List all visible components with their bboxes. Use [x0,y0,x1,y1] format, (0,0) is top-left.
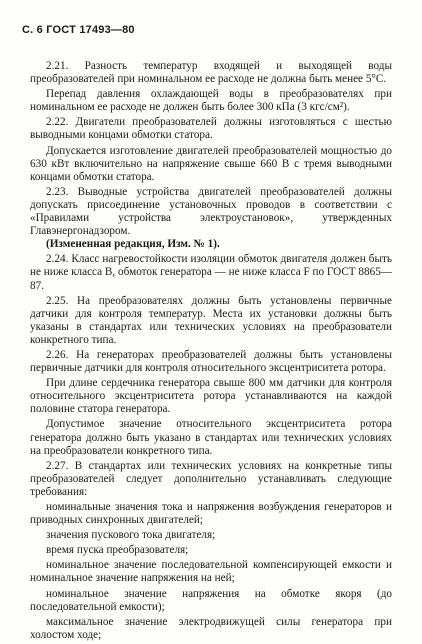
paragraph-eccentricity-value: Допустимое значение относительного эксцентриситета ротора генератора должно быть указано в стандартах или технических условиях на преобразователи конкретного типа. [30,418,392,457]
paragraph-2-21: 2.21. Разность температур входящей и выходящей воды преобразователей при номинальном ее расходе не должна быть менее 5°С. [30,60,392,86]
requirement-emf: максимальное значение электродвижущей силы генератора при холостом ходе; [30,615,392,641]
paragraph-pressure-drop: Перепад давления охлаждающей воды в преобразователях при номинальном ее расходе не должен быть более 300 кПа (3 кгс/см²). [30,88,392,114]
document-body [30,60,392,644]
requirement-capacitance: номинальное значение последовательной компенсирующей емкости и номинальное значение напряжения на ней; [30,559,392,585]
page-header: С. 6 ГОСТ 17493—80 [22,24,135,36]
requirement-starting-current: значения пускового тока двигателя; [46,529,216,542]
requirement-armature-voltage: номинальное значение напряжения на обмотке якоря (до последовательной емкости); [30,587,392,613]
paragraph-2-24: 2.24. Класс нагревостойкости изоляции обмоток двигателя должен быть не ниже класса В, обмоток генератора — не ниже класса F по ГОСТ 8865—87. [30,253,392,292]
paragraph-2-25: 2.25. На преобразователях должны быть установлены первичные датчики для контроля температур. Места их установки должны быть указаны в стандартах или технических условиях на преобразователи конкретного типа. [30,294,392,346]
paragraph-2-23: 2.23. Выводные устройства двигателей преобразователей должны допускать присоединение установочных проводов в соответствии с «Правилами устройства электроустановок», утвержденных Главэнергонадзором. [30,185,392,238]
paragraph-2-22: 2.22. Двигатели преобразователей должны изготовляться с шестью выводными концами обмотки статора. [30,116,392,142]
paragraph-core-length: При длине сердечника генератора свыше 800 мм датчики для контроля относительного эксцентриситета ротора устанавливаются на каждой половине статора генератора. [30,377,392,416]
paragraph-2-27: 2.27. В стандартах или технических условиях на конкретные типы преобразователей следует дополнительно устанавливать следующие требования: [30,459,392,498]
paragraph-2-26: 2.26. На генераторах преобразователей должны быть установлены первичные датчики для контроля относительного эксцентриситета ротора. [30,348,392,375]
amendment-note: (Измененная редакция, Изм. № 1). [46,238,220,251]
requirement-start-time: время пуска преобразователя; [46,544,189,557]
requirement-excitation: номинальные значения тока и напряжения возбуждения генераторов и приводных синхронных двигателей; [30,501,392,527]
paragraph-allowed-motors: Допускается изготовление двигателей преобразователей мощностью до 630 кВт включительно на напряжение свыше 660 В с тремя выводными концами обмотки статора. [30,144,392,183]
